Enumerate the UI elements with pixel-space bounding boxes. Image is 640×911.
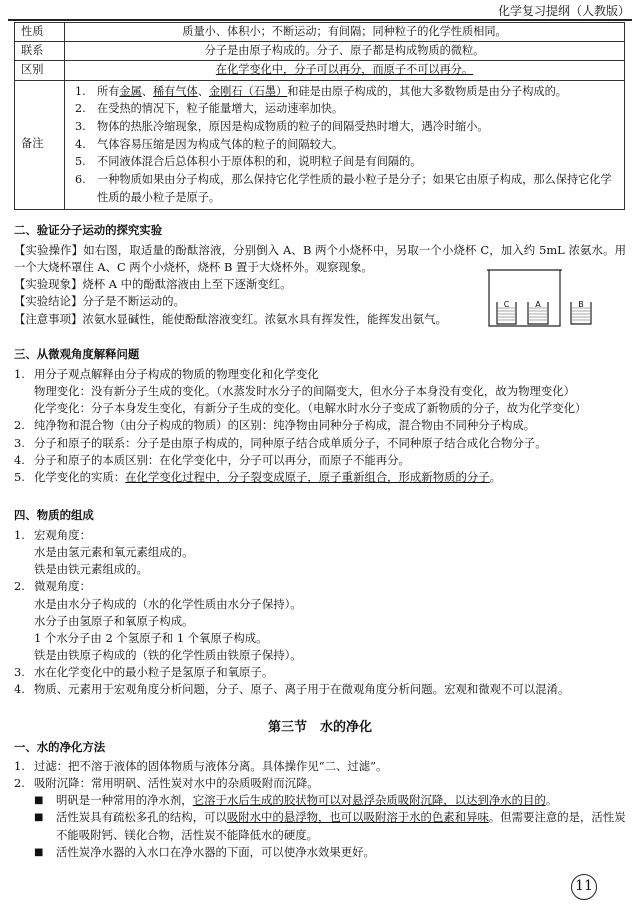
section-micro-explanation — [14, 346, 626, 486]
item-text: 分子和原子的本质区别：在化学变化中，分子可以再分，而原子不能再分。 — [34, 452, 410, 467]
section-title: 一、水的净化方法 — [14, 740, 106, 754]
item-text — [34, 469, 626, 486]
list-item — [14, 681, 626, 698]
list-subitem: 物理变化：没有新分子生成的变化。（水蒸发时水分子的间隔变大，但水分子本身没有变化，故为物理变化） — [34, 384, 576, 399]
note-number: 2. — [75, 102, 86, 116]
table-row — [15, 80, 625, 209]
item-number: 3. — [14, 435, 25, 450]
list-item — [14, 578, 626, 595]
item-number: 4. — [14, 452, 25, 467]
note-text: 一种物质如果由分子构成，那么保持它化学性质的最小粒子是分子；如果它由原子构成，那么保持它化学性质的最小粒子是原子。 — [97, 173, 612, 204]
item-text: 用分子观点解释由分子构成的物质的物理变化和化学变化 — [34, 367, 319, 382]
note-item — [75, 153, 618, 171]
item-number: 5. — [14, 469, 25, 484]
underlined-text: 它溶于水后生成的胶状物可以对悬浮杂质吸附沉降，以达到净水的目的 — [192, 793, 546, 808]
note-text: 物体的热胀冷缩现象，原因是构成物质的粒子的间隔受热时增大，遇冷时缩小。 — [97, 120, 489, 134]
large-beaker-outline — [489, 270, 560, 326]
row-label: 性质 — [15, 23, 65, 42]
experiment-conclusion: 【实验结论】分子是不断运动的。 — [14, 294, 185, 309]
section-title: 四、物质的组成 — [14, 508, 94, 522]
table-row — [15, 61, 625, 80]
bullet-text: 活性炭净水器的入水口在净水器的下面，可以使净水效果更好。 — [56, 844, 375, 859]
note-item — [75, 118, 618, 136]
table-row — [15, 42, 625, 61]
item-number: 2. — [14, 579, 25, 594]
item-text: 水在化学变化中的最小粒子是氢原子和氧原子。 — [34, 664, 274, 679]
experiment-operation: 【实验操作】如右图，取适量的酚酞溶液，分别倒入 A、B 两个小烧杯中，另取一个小烧杯 C，加入约 5mL 浓氨水。用一个大烧杯罩住 A、C 两个小烧杯，烧杯 B 置于大烧杯外。观察现象。 — [14, 243, 626, 275]
list-subitem: 化学变化：分子本身发生变化，有新分子生成的变化。（电解水时水分子变成了新物质的分子，故为化学变化） — [34, 401, 587, 416]
square-bullet-icon: ■ — [34, 846, 44, 858]
item-text: 宏观角度： — [34, 528, 91, 543]
page-number: 11 — [571, 874, 597, 900]
underlined-text: 在化学变化中，分子可以再分，而原子不可以再分。 — [215, 63, 474, 77]
list-item — [14, 469, 626, 486]
list-subitem: 1 个水分子由 2 个氢原子和 1 个氧原子构成。 — [34, 630, 268, 645]
note-number: 6. — [75, 173, 86, 187]
note-number: 5. — [75, 155, 86, 169]
item-number: 3. — [14, 664, 25, 679]
bullet-text-pre: 活性炭具有疏松多孔的结构，可以 — [56, 810, 227, 825]
separator: 、 — [141, 84, 153, 98]
notes-label: 备注 — [15, 80, 65, 209]
beaker-experiment-diagram — [486, 264, 596, 330]
note-number: 4. — [75, 137, 86, 151]
item-text-post: 。 — [489, 469, 502, 484]
underlined-text: 吸附水中的悬浮物，也可以吸附溶于水的色素和异味 — [226, 810, 489, 825]
item-number: 1. — [14, 528, 25, 543]
bullet-text-post: 。 — [545, 793, 558, 808]
section-composition — [14, 507, 626, 698]
beaker-label-a: A — [535, 300, 541, 309]
item-text-pre: 化学变化的实质： — [34, 469, 126, 484]
item-number: 2. — [14, 776, 25, 791]
list-subitem: 水分子由氢原子和氧原子构成。 — [34, 613, 194, 628]
item-text: 纯净物和混合物（由分子构成的物质）的区别：纯净物由同种分子构成，混合物由不同种分子构成。 — [34, 418, 536, 433]
note-text: 不同液体混合后总体积小于原体积的和，说明粒子间是有间隔的。 — [97, 155, 422, 169]
bullet-text — [56, 809, 626, 843]
square-bullet-icon: ■ — [34, 812, 44, 824]
bullet-item — [14, 844, 626, 861]
note-text: 气体容易压缩是因为构成气体的粒子的间隔较大。 — [97, 137, 344, 151]
beaker-label-b: B — [578, 300, 584, 309]
item-text: 吸附沉降：常用明矾、活性炭对水中的杂质吸附而沉降。 — [34, 776, 319, 791]
item-number: 2. — [14, 418, 25, 433]
list-item — [14, 527, 626, 544]
list-subitem: 铁是由铁原子构成的（铁的化学性质由铁原子保持）。 — [34, 647, 302, 662]
list-item — [14, 366, 626, 383]
item-text: 过滤：把不溶于液体的固体物质与液体分离。具体操作见“二、过滤”。 — [34, 759, 388, 774]
section-title: 二、验证分子运动的探究实验 — [14, 223, 163, 237]
separator: 、 — [197, 84, 209, 98]
note-item — [75, 171, 618, 206]
underlined-text: 金刚石（石墨） — [208, 84, 288, 98]
page-header-title: 化学复习提纲（人教版） — [497, 4, 630, 18]
list-item — [14, 775, 626, 792]
header-rule — [8, 19, 632, 21]
bullet-item — [14, 809, 626, 843]
bullet-text-post: 。但需要注意的是，活性炭不能吸附钙、镁化合物，活性炭不能降低水的硬度。 — [56, 810, 626, 842]
note-text: 在受热的情况下，粒子能量增大，运动速率加快。 — [97, 102, 344, 116]
list-item — [14, 452, 626, 469]
item-number: 4. — [14, 682, 25, 697]
list-subitem: 铁是由铁元素组成的。 — [34, 562, 148, 577]
underlined-text: 稀有气体 — [152, 84, 198, 98]
item-number: 1. — [14, 367, 25, 382]
bullet-text — [56, 792, 626, 809]
molecule-atom-comparison-table — [14, 22, 625, 210]
square-bullet-icon: ■ — [34, 795, 44, 807]
list-subitem: 水是由水分子构成的（水的化学性质由水分子保持）。 — [34, 596, 302, 611]
note-text-pre: 所有 — [97, 84, 120, 98]
note-item — [75, 100, 618, 118]
note-number: 1. — [75, 84, 86, 98]
experiment-notes: 【注意事项】浓氨水显碱性，能使酚酞溶液变红。浓氨水具有挥发性，能挥发出氨气。 — [14, 311, 447, 326]
item-text: 微观角度： — [34, 579, 91, 594]
item-number: 1. — [14, 759, 25, 774]
bullet-text-pre: 明矾是一种常用的净水剂， — [56, 793, 193, 808]
chapter-title: 第三节 水的净化 — [267, 720, 372, 735]
row-label: 区别 — [15, 61, 65, 80]
underlined-text: 金属 — [119, 84, 142, 98]
list-item — [14, 417, 626, 434]
list-item — [14, 758, 626, 775]
notes-cell — [65, 80, 625, 209]
list-item — [14, 664, 626, 681]
note-item — [75, 136, 618, 154]
row-value: 质量小、体积小；不断运动；有间隔；同种粒子的化学性质相同。 — [65, 23, 625, 42]
bullet-item — [14, 792, 626, 809]
experiment-phenomenon: 【实验现象】烧杯 A 中的酚酞溶液由上至下逐渐变红。 — [14, 277, 292, 292]
note-text-post: 和硅是由原子构成的，其他大多数物质是由分子构成的。 — [287, 84, 567, 98]
item-text: 分子和原子的联系：分子是由原子构成的，同种原子结合成单质分子，不同种原子结合成化合物分子。 — [34, 435, 547, 450]
underlined-text: 在化学变化过程中，分子裂变成原子，原子重新组合，形成新物质的分子 — [125, 469, 490, 484]
list-item — [14, 435, 626, 452]
row-label: 联系 — [15, 42, 65, 61]
note-item — [75, 83, 618, 101]
beaker-label-c: C — [503, 300, 510, 309]
row-value: 分子是由原子构成的。分子、原子都是构成物质的微粒。 — [65, 42, 625, 61]
table-row — [15, 23, 625, 42]
item-text: 物质、元素用于宏观角度分析问题，分子、原子、离子用于在微观角度分析问题。宏观和微观不可以混淆。 — [34, 682, 570, 697]
note-number: 3. — [75, 120, 86, 134]
section-water-purification — [14, 739, 626, 861]
note-text — [97, 83, 618, 101]
list-subitem: 水是由氢元素和氧元素组成的。 — [34, 545, 194, 560]
row-value — [65, 61, 625, 80]
section-title: 三、从微观角度解释问题 — [14, 347, 140, 361]
